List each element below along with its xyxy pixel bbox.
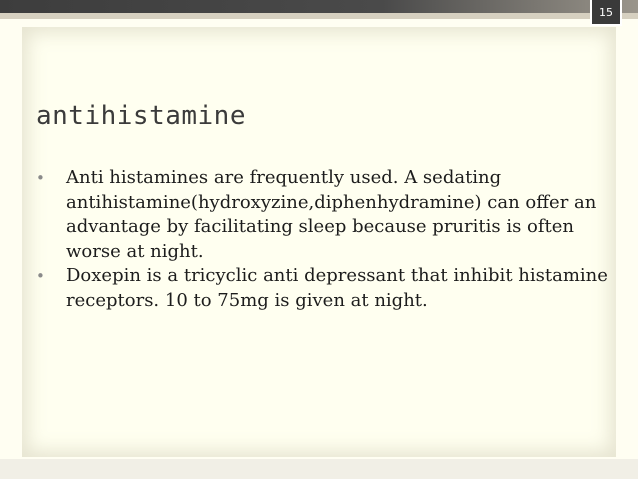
bullet-text: Anti histamines are frequently used. A sedating antihistamine(hydroxyzine,diphenhydramine) can offer an advantage by facilitating sleep because pruritis is often worse at night. [66, 167, 597, 262]
footer-band [0, 459, 638, 479]
slide-number-badge [590, 0, 622, 26]
bullet-icon: • [36, 267, 45, 285]
slide-number: 15 [599, 5, 613, 19]
bullet-item [36, 166, 611, 264]
bullet-item [36, 264, 611, 313]
header-band-dark [0, 0, 638, 13]
slide-title: antihistamine [36, 101, 246, 131]
bullet-list [36, 166, 611, 313]
bullet-icon: • [36, 169, 45, 187]
bullet-text: Doxepin is a tricyclic anti depressant that inhibit histamine receptors. 10 to 75mg is given at night. [66, 265, 608, 311]
